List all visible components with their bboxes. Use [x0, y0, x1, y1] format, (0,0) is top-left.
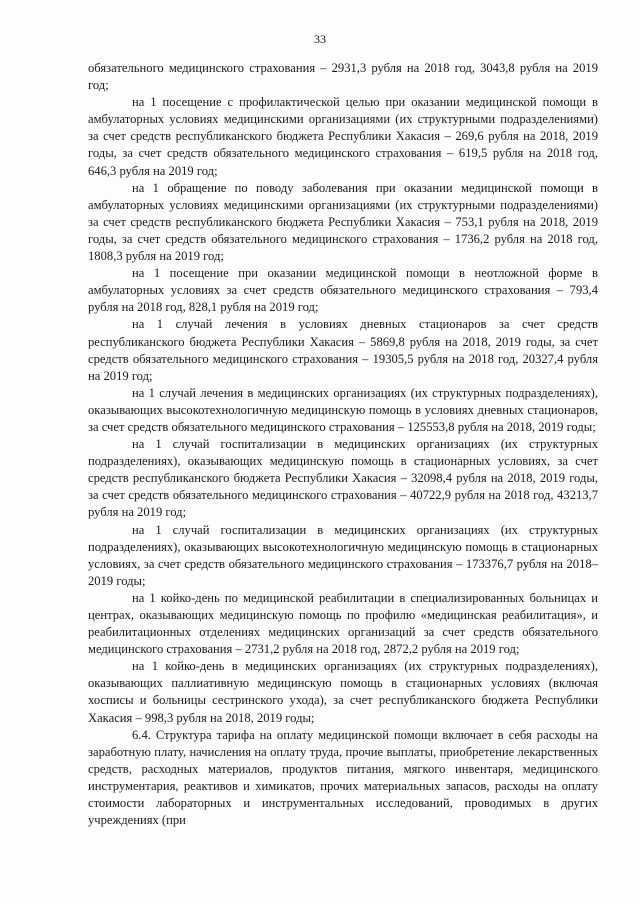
paragraph-day-hospital: на 1 случай лечения в условиях дневных стационаров за счет средств республиканского бюджета Республики Хакасия – 5869,8 рубля на 2018, 2019 годы, за счет средств обязательного медицинского страхования – 19305,5 рубля на 2018 год, 20327,4 рубля на 2019 год;: [88, 317, 598, 383]
paragraph-tariff-structure: 6.4. Структура тарифа на оплату медицинской помощи включает в себя расходы на заработную плату, начисления на оплату труда, прочие выплаты, приобретение лекарственных средств, расходных материалов, продуктов питания, мягкого инвентаря, медицинского инструментария, реактивов и химикатов, прочих материальных запасов, расходы на оплату стоимости лабораторных и инструментальных исследований, проводимых в других учреждениях (при: [88, 727, 598, 828]
paragraph-palliative-bed-day: на 1 койко-день в медицинских организациях (их структурных подразделениях), оказывающих паллиативную медицинскую помощь в стационарных условиях (включая хосписы и больницы сестринского ухода), за счет республиканского бюджета Республики Хакасия – 998,3 рубля на 2018, 2019 годы;: [88, 659, 598, 725]
paragraph-rehabilitation-bed-day: на 1 койко-день по медицинской реабилитации в специализированных больницах и центрах, оказывающих медицинскую помощь по профилю «медицинская реабилитация», и реабилитационных отделениях медицинских организаций за счет средств обязательного медицинского страхования – 2731,2 рубля на 2018 год, 2872,2 рубля на 2019 год;: [88, 590, 598, 657]
paragraph-continuation: обязательного медицинского страхования – 2931,3 рубля на 2018 год, 3043,8 рубля на 2019 год;: [88, 61, 598, 93]
paragraph-day-hospital-hitech: на 1 случай лечения в медицинских организациях (их структурных подразделениях), оказывающих высокотехнологичную медицинскую помощь в условиях дневных стационаров, за счет средств обязательного медицинского страхования – 125553,8 рубля на 2018, 2019 годы;: [88, 385, 598, 434]
page-number: 33: [314, 32, 326, 46]
document-body: [88, 60, 598, 829]
paragraph-hospitalization: на 1 случай госпитализации в медицинских организациях (их структурных подразделениях), оказывающих медицинскую помощь в стационарных условиях, за счет средств республиканского бюджета Республики Хакасия – 32098,4 рубля на 2018, 2019 годы, за счет средств обязательного медицинского страхования – 40722,9 рубля на 2018 год, 43213,7 рубля на 2019 год;: [88, 437, 598, 520]
paragraph-disease-appeal: на 1 обращение по поводу заболевания при оказании медицинской помощи в амбулаторных условиях медицинскими организациями (их структурными подразделениями) за счет средств республиканского бюджета Республики Хакасия – 753,1 рубля на 2018, 2019 годы, за счет средств обязательного медицинского страхования – 1736,2 рубля на 2018 год, 1808,3 рубля на 2019 год;: [88, 180, 598, 264]
paragraph-urgent-visit: на 1 посещение при оказании медицинской помощи в неотложной форме в амбулаторных условиях за счет средств обязательного медицинского страхования – 793,4 рубля на 2018 год, 828,1 рубля на 2019 год;: [88, 266, 598, 315]
paragraph-preventive-visit: на 1 посещение с профилактической целью при оказании медицинской помощи в амбулаторных условиях медицинскими организациями (их структурными подразделениями) за счет средств республиканского бюджета Республики Хакасия – 269,6 рубля на 2018, 2019 годы, за счет средств обязательного медицинского страхования – 619,5 рубля на 2018 год, 646,3 рубля на 2019 год;: [88, 95, 598, 178]
paragraph-hospitalization-hitech: на 1 случай госпитализации в медицинских организациях (их структурных подразделениях), оказывающих высокотехнологичную медицинскую помощь в стационарных условиях, за счет средств обязательного медицинского страхования – 173376,7 рубля на 2018–2019 годы;: [88, 522, 598, 588]
